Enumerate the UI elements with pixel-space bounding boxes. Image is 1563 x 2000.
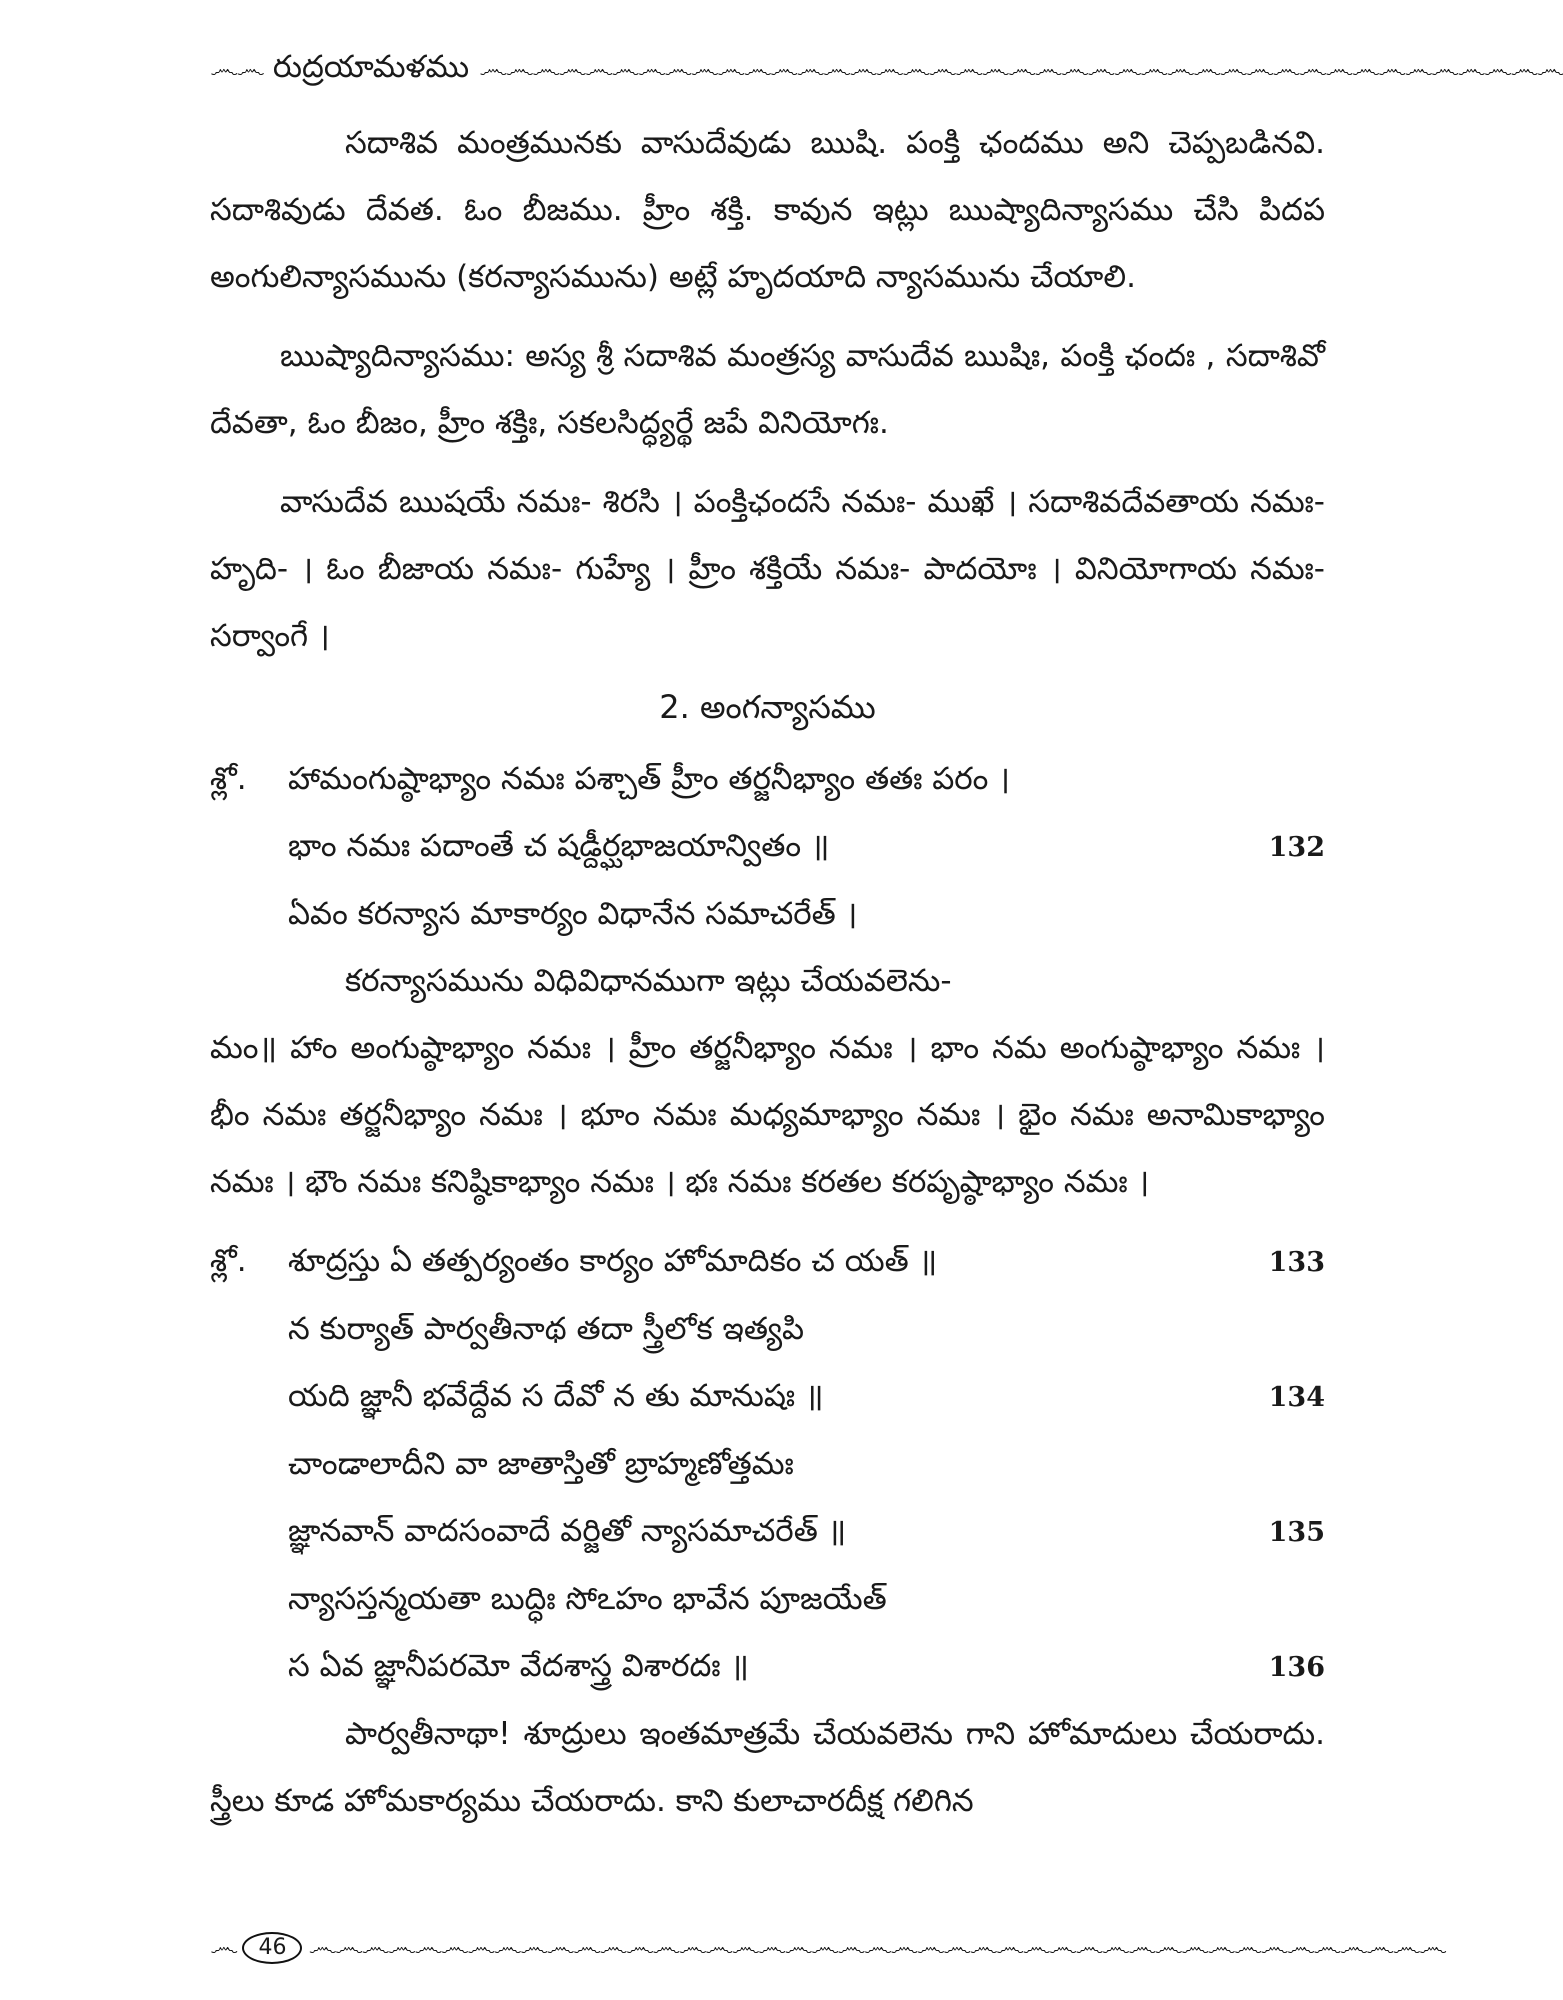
verse-line [210, 746, 1325, 813]
verse-text: చాండాలాదీని వా జాతాస్తితో బ్రాహ్మణోత్తమః [288, 1446, 794, 1482]
verse-line [210, 1228, 1325, 1296]
section-heading: 2. అంగన్యాసము [659, 688, 876, 726]
verse-line [210, 1296, 1325, 1363]
page-number: 46 [242, 1932, 302, 1964]
running-header [210, 48, 1563, 92]
book-title: రుద్రయామళము [272, 48, 470, 85]
verse-number: 136 [1268, 1652, 1325, 1683]
header-ornament-left: ෴෴ [210, 55, 263, 84]
header-ornament-right: ෴෴෴෴෴෴෴෴෴෴෴෴෴෴෴෴෴෴෴෴෴෴෴෴෴෴෴෴෴෴෴෴෴෴෴෴෴෴෴෴෴ [479, 55, 1563, 84]
book-page [210, 48, 1563, 1978]
verse-line [210, 881, 1325, 948]
paragraph: ఋష్యాదిన్యాసము: అస్య శ్రీ సదాశివ మంత్రస్య వాసుదేవ ఋషిః, పంక్తి ఛందః , సదాశివో దేవతా, ఓం బీజం, హ్రీం శక్తిః, సకలసిద్ధ్యర్థే జపే వినియోగః. [210, 338, 1325, 441]
paragraph: సదాశివ మంత్రమునకు వాసుదేవుడు ఋషి. పంక్తి ఛందము అని చెప్పబడినవి. సదాశివుడు దేవత. ఓం బీజము. హ్రీం శక్తి. కావున ఇట్లు ఋష్యాదిన్యాసము చేసి పిదప అంగులిన్యాసమును (కరన్యాసమును) అట్లే హృదయాది న్యాసమును చేయాలి. [210, 125, 1325, 295]
footer-ornament-left: ෴ [210, 1933, 237, 1962]
verse-number: 135 [1268, 1517, 1325, 1548]
verse-line [210, 1498, 1325, 1566]
verse-text: న్యాసస్తన్మయతా బుద్ధిః సోఽహం భావేన పూజయేత్ [288, 1581, 887, 1617]
verse-number: 132 [1268, 832, 1325, 863]
verse-text: హామంగుష్ఠాభ్యాం నమః పశ్చాత్ హ్రీం తర్జనీభ్యాం తతః పరం । [288, 761, 1010, 797]
verse-number: 133 [1268, 1247, 1325, 1278]
verse-line [210, 1431, 1325, 1498]
verse-line [210, 1633, 1325, 1701]
verse-text: స ఏవ జ్ఞానీపరమో వేదశాస్త్ర విశారదః ॥ [288, 1648, 749, 1684]
verse-text: ఏవం కరన్యాస మాకార్యం విధానేన సమాచరేత్ । [288, 896, 858, 932]
verse-block [210, 746, 1325, 948]
page-body [210, 110, 1325, 1835]
page-footer [210, 1928, 1446, 1968]
verse-text: యది జ్ఞానీ భవేద్దేవ స దేవో న తు మానుషః ॥ [288, 1378, 824, 1414]
verse-text: న కుర్యాత్ పార్వతీనాథ తదా స్త్రీలోక ఇత్యపి [288, 1311, 805, 1347]
shloka-mark: శ్లో. [210, 761, 247, 797]
paragraph: పార్వతీనాథా! శూద్రులు ఇంతమాత్రమే చేయవలెను గాని హోమాదులు చేయరాదు. స్త్రీలు కూడ హోమకార్యము చేయరాదు. కాని కులాచారదీక్ష గలిగిన [210, 1716, 1325, 1819]
paragraph: వాసుదేవ ఋషయే నమః- శిరసి । పంక్తిఛందసే నమః- ముఖే । సదాశివదేవతాయ నమః- హృది- । ఓం బీజాయ నమః- గుహ్యే । హ్రీం శక్తియే నమః- పాదయోః । వినియోగాయ నమః- సర్వాంగే । [210, 484, 1325, 654]
verse-text: శూద్రస్తు ఏ తత్పర్యంతం కార్యం హోమాదికం చ యత్ ॥ [288, 1243, 938, 1279]
verse-block [210, 1228, 1325, 1701]
verse-line [210, 1566, 1325, 1633]
verse-text: జ్ఞానవాన్ వాదసంవాదే వర్జితో న్యాసమాచరేత్ ॥ [288, 1513, 847, 1549]
paragraph: కరన్యాసమును విధివిధానముగా ఇట్లు చేయవలెను- [345, 963, 952, 999]
mantra-paragraph: మం॥ హాం అంగుష్ఠాభ్యాం నమః । హ్రీం తర్జనీభ్యాం నమః । భాం నమ అంగుష్ఠాభ్యాం నమః । భీం నమః తర్జనీభ్యాం నమః । భూం నమః మధ్యమాభ్యాం నమః । భైం నమః అనామికాభ్యాం నమః । భౌం నమః కనిష్ఠికాభ్యాం నమః । భః నమః కరతల కరపృష్ఠాభ్యాం నమః । [210, 1030, 1325, 1200]
footer-ornament-right: ෴෴෴෴෴෴෴෴෴෴෴෴෴෴෴෴෴෴෴෴෴෴෴෴෴෴෴෴෴෴෴෴෴෴෴෴෴෴෴෴෴෴෴ [308, 1933, 1446, 1962]
verse-line [210, 1363, 1325, 1431]
verse-text: భాం నమః పదాంతే చ షడ్దీర్ఘభాజయాన్వితం ॥ [288, 828, 830, 864]
verse-line [210, 813, 1325, 881]
verse-number: 134 [1268, 1382, 1325, 1413]
shloka-mark: శ్లో. [210, 1243, 247, 1279]
